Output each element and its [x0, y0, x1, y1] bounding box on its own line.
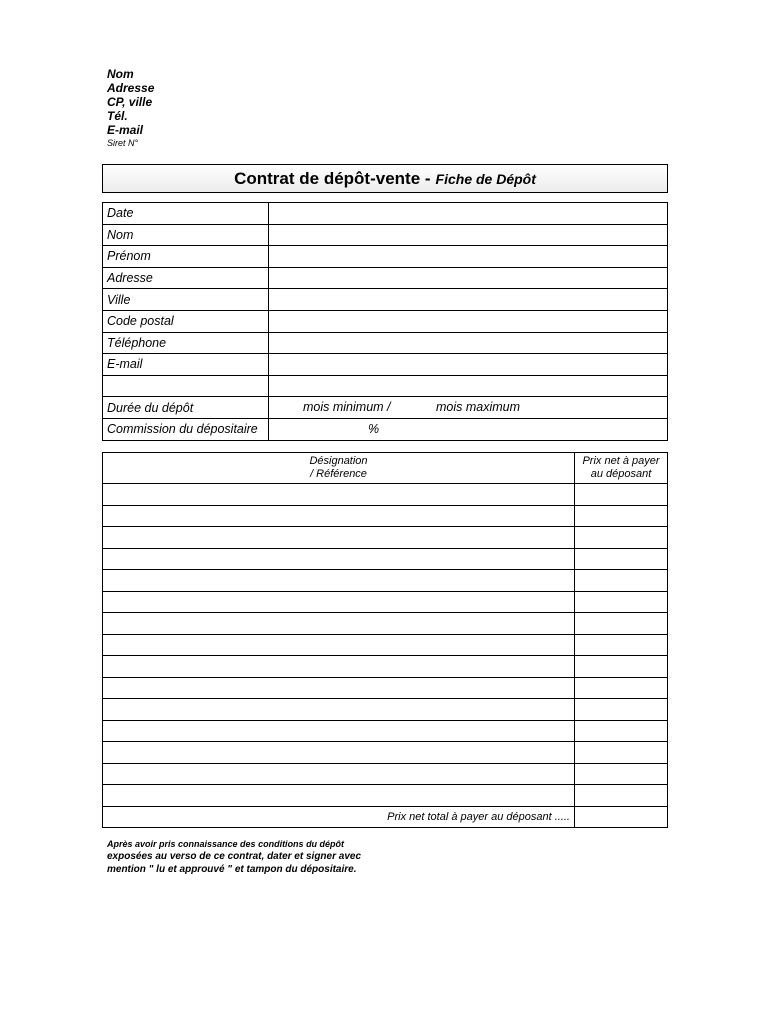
- info-label: Adresse: [103, 267, 269, 289]
- info-row: [103, 310, 668, 332]
- item-row: [103, 677, 668, 699]
- info-row: [103, 354, 668, 376]
- item-price-cell[interactable]: [575, 634, 668, 656]
- header-email: E-mail: [107, 123, 144, 137]
- item-row: [103, 720, 668, 742]
- item-designation-cell[interactable]: [103, 484, 575, 506]
- col-price-header: [575, 453, 668, 484]
- header-siret: Siret N°: [107, 138, 139, 148]
- item-row: [103, 785, 668, 807]
- info-label: Ville: [103, 289, 269, 311]
- item-row: [103, 570, 668, 592]
- info-label: [103, 375, 269, 397]
- item-designation-cell[interactable]: [103, 634, 575, 656]
- total-row: [103, 806, 668, 828]
- item-price-cell[interactable]: [575, 613, 668, 635]
- info-value-cell[interactable]: [269, 246, 668, 268]
- item-designation-cell[interactable]: [103, 527, 575, 549]
- item-designation-cell[interactable]: [103, 677, 575, 699]
- document-title: [102, 164, 668, 193]
- info-row: [103, 332, 668, 354]
- items-table: [102, 452, 668, 828]
- item-price-cell[interactable]: [575, 699, 668, 721]
- info-value-cell[interactable]: [269, 224, 668, 246]
- items-header-row: [103, 453, 668, 484]
- duration-min-text: mois minimum /: [303, 400, 391, 415]
- info-label: Nom: [103, 224, 269, 246]
- item-price-cell[interactable]: [575, 720, 668, 742]
- item-price-cell[interactable]: [575, 527, 668, 549]
- footer-line2: exposées au verso de ce contrat, dater et signer avec: [107, 851, 362, 862]
- info-row: [103, 375, 668, 397]
- item-designation-cell[interactable]: [103, 742, 575, 764]
- duration-value[interactable]: [269, 397, 668, 419]
- item-designation-cell[interactable]: [103, 591, 575, 613]
- item-row: [103, 634, 668, 656]
- item-row: [103, 484, 668, 506]
- info-value-cell[interactable]: [269, 375, 668, 397]
- header-cp-ville: CP, ville: [107, 95, 153, 109]
- header-nom: Nom: [107, 67, 134, 81]
- item-price-cell[interactable]: [575, 591, 668, 613]
- col-designation-header: [103, 453, 575, 484]
- item-designation-cell[interactable]: [103, 570, 575, 592]
- info-value-cell[interactable]: [269, 354, 668, 376]
- item-price-cell[interactable]: [575, 763, 668, 785]
- item-price-cell[interactable]: [575, 548, 668, 570]
- sender-header: [107, 67, 154, 149]
- commission-value[interactable]: [269, 418, 668, 440]
- item-price-cell[interactable]: [575, 570, 668, 592]
- item-price-cell[interactable]: [575, 677, 668, 699]
- item-row: [103, 548, 668, 570]
- item-row: [103, 591, 668, 613]
- info-row: [103, 267, 668, 289]
- item-row: [103, 613, 668, 635]
- commission-label: Commission du dépositaire: [103, 418, 269, 440]
- item-price-cell[interactable]: [575, 484, 668, 506]
- footer-note: [107, 838, 361, 876]
- item-row: [103, 656, 668, 678]
- item-price-cell[interactable]: [575, 505, 668, 527]
- info-value-cell[interactable]: [269, 267, 668, 289]
- total-value-cell[interactable]: [575, 806, 668, 828]
- info-value-cell[interactable]: [269, 289, 668, 311]
- item-designation-cell[interactable]: [103, 613, 575, 635]
- duration-label: Durée du dépôt: [103, 397, 269, 419]
- col-price-line2: au déposant: [590, 468, 652, 480]
- duration-max-text: mois maximum: [436, 400, 521, 415]
- item-designation-cell[interactable]: [103, 548, 575, 570]
- info-value-cell[interactable]: [269, 310, 668, 332]
- info-label: E-mail: [103, 354, 269, 376]
- item-row: [103, 527, 668, 549]
- commission-unit: %: [368, 421, 380, 436]
- info-row: [103, 224, 668, 246]
- col-designation-line1: Désignation: [309, 455, 368, 467]
- header-tel: Tél.: [107, 109, 128, 123]
- item-price-cell[interactable]: [575, 742, 668, 764]
- title-sub: Fiche de Dépôt: [435, 170, 536, 187]
- item-designation-cell[interactable]: [103, 656, 575, 678]
- item-designation-cell[interactable]: [103, 699, 575, 721]
- item-price-cell[interactable]: [575, 785, 668, 807]
- header-adresse: Adresse: [107, 81, 155, 95]
- depositor-info-table: [102, 202, 668, 441]
- item-designation-cell[interactable]: [103, 785, 575, 807]
- item-row: [103, 763, 668, 785]
- footer-line3: mention " lu et approuvé " et tampon du dépositaire.: [107, 864, 357, 875]
- item-row: [103, 742, 668, 764]
- title-main: Contrat de dépôt-vente -: [234, 168, 431, 188]
- col-designation-line2: / Référence: [310, 468, 367, 480]
- info-row: [103, 289, 668, 311]
- item-row: [103, 505, 668, 527]
- info-value-cell[interactable]: [269, 203, 668, 225]
- commission-row: [103, 418, 668, 440]
- info-label: Téléphone: [103, 332, 269, 354]
- duration-row: [103, 397, 668, 419]
- item-designation-cell[interactable]: [103, 763, 575, 785]
- info-label: Code postal: [103, 310, 269, 332]
- item-row: [103, 699, 668, 721]
- item-price-cell[interactable]: [575, 656, 668, 678]
- item-designation-cell[interactable]: [103, 720, 575, 742]
- total-label: Prix net total à payer au déposant .....: [103, 806, 575, 828]
- info-value-cell[interactable]: [269, 332, 668, 354]
- col-price-line1: Prix net à payer: [582, 455, 660, 467]
- info-row: [103, 203, 668, 225]
- info-label: Date: [103, 203, 269, 225]
- item-designation-cell[interactable]: [103, 505, 575, 527]
- info-row: [103, 246, 668, 268]
- footer-line1: Après avoir pris connaissance des conditions du dépôt: [107, 839, 345, 849]
- info-label: Prénom: [103, 246, 269, 268]
